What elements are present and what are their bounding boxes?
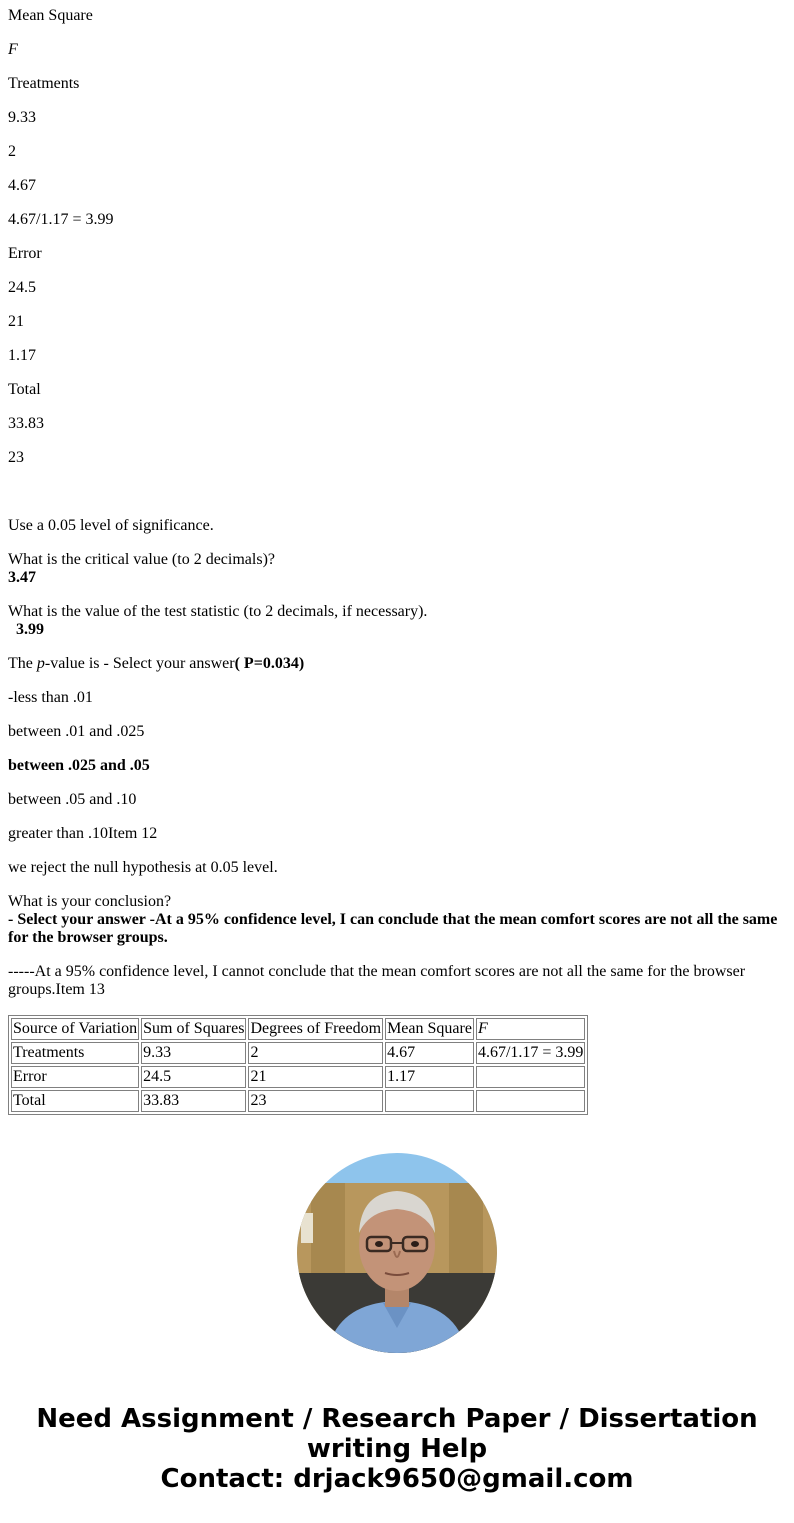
list-item: Mean Square xyxy=(8,7,93,24)
option-025-05 xyxy=(8,757,786,775)
conclusion-prompt: What is your conclusion? xyxy=(8,893,172,910)
critical-value-block xyxy=(8,551,786,587)
table-header-cell: Source of Variation xyxy=(11,1018,139,1040)
table-row xyxy=(11,1090,585,1112)
option-05-10: between .05 and .10 xyxy=(8,791,137,808)
list-item: 24.5 xyxy=(8,279,36,296)
blank-gap xyxy=(8,483,786,517)
test-statistic-block xyxy=(8,603,786,639)
option-less-than-01: -less than .01 xyxy=(8,689,93,706)
list-item: 9.33 xyxy=(8,109,36,126)
table-cell: Total xyxy=(11,1090,139,1112)
list-item: 2 xyxy=(8,143,16,160)
table-header-cell: Sum of Squares xyxy=(141,1018,246,1040)
f-header: F xyxy=(477,1020,488,1037)
table-header-row xyxy=(11,1018,585,1040)
table-cell: Error xyxy=(11,1066,139,1088)
list-item: Treatments xyxy=(8,75,80,92)
significance-text: Use a 0.05 level of significance. xyxy=(8,517,214,534)
conclusion-answer: - Select your answer -At a 95% confidence level, I can conclude that the mean comfort scores are not all the same for the browser groups. xyxy=(8,911,778,946)
list-item: 21 xyxy=(8,313,24,330)
option-01-025: between .01 and .025 xyxy=(8,723,145,740)
avatar xyxy=(297,1153,497,1353)
table-cell: 21 xyxy=(248,1066,383,1088)
table-cell xyxy=(476,1090,585,1112)
table-cell: 24.5 xyxy=(141,1066,246,1088)
table-cell: 9.33 xyxy=(141,1042,246,1064)
table-cell: Treatments xyxy=(11,1042,139,1064)
list-item xyxy=(8,41,786,59)
table-header-cell xyxy=(476,1018,585,1040)
cta-line-1: Need Assignment / Research Paper / Dissertation xyxy=(36,1404,758,1434)
option-greater-than-10: greater than .10Item 12 xyxy=(8,825,158,842)
test-statistic-prompt: What is the value of the test statistic (to 2 decimals, if necessary). xyxy=(8,603,428,620)
table-cell xyxy=(385,1090,474,1112)
list-item: Total xyxy=(8,381,41,398)
pvalue-p: p xyxy=(36,655,45,672)
table-cell: 23 xyxy=(248,1090,383,1112)
cta-line-2: writing Help xyxy=(306,1434,488,1464)
cta-line-3: Contact: drjack9650@gmail.com xyxy=(160,1464,634,1494)
list-item: 33.83 xyxy=(8,415,44,432)
conclusion-alternative: -----At a 95% confidence level, I cannot conclude that the mean comfort scores are not all the same for the browser groups.Item 13 xyxy=(8,963,746,998)
person-photo-icon xyxy=(297,1153,497,1353)
table-header-cell: Degrees of Freedom xyxy=(248,1018,383,1040)
test-statistic-answer: 3.99 xyxy=(16,621,44,638)
table-cell: 2 xyxy=(248,1042,383,1064)
reject-statement: we reject the null hypothesis at 0.05 level. xyxy=(8,859,278,876)
pvalue-mid: -value is - Select your answer xyxy=(44,655,235,672)
pvalue-answer: ( P=0.034) xyxy=(234,655,305,672)
table-cell: 4.67/1.17 = 3.99 xyxy=(476,1042,585,1064)
contact-banner xyxy=(0,1404,794,1494)
table-row xyxy=(11,1066,585,1088)
list-item: 4.67/1.17 = 3.99 xyxy=(8,211,114,228)
critical-value-answer: 3.47 xyxy=(8,569,36,586)
pvalue-prefix: The xyxy=(8,655,37,672)
table-row xyxy=(11,1042,585,1064)
table-cell: 33.83 xyxy=(141,1090,246,1112)
list-item: 1.17 xyxy=(8,347,36,364)
list-item: 4.67 xyxy=(8,177,36,194)
table-cell xyxy=(476,1066,585,1088)
list-item: 23 xyxy=(8,449,24,466)
f-label: F xyxy=(8,41,18,58)
conclusion-block xyxy=(8,893,786,947)
pvalue-line xyxy=(8,655,786,673)
critical-value-prompt: What is the critical value (to 2 decimals)? xyxy=(8,551,275,568)
selected-option: between .025 and .05 xyxy=(8,757,150,774)
table-cell: 4.67 xyxy=(385,1042,474,1064)
table-header-cell: Mean Square xyxy=(385,1018,474,1040)
table-cell: 1.17 xyxy=(385,1066,474,1088)
list-item: Error xyxy=(8,245,42,262)
anova-table xyxy=(8,1015,588,1115)
